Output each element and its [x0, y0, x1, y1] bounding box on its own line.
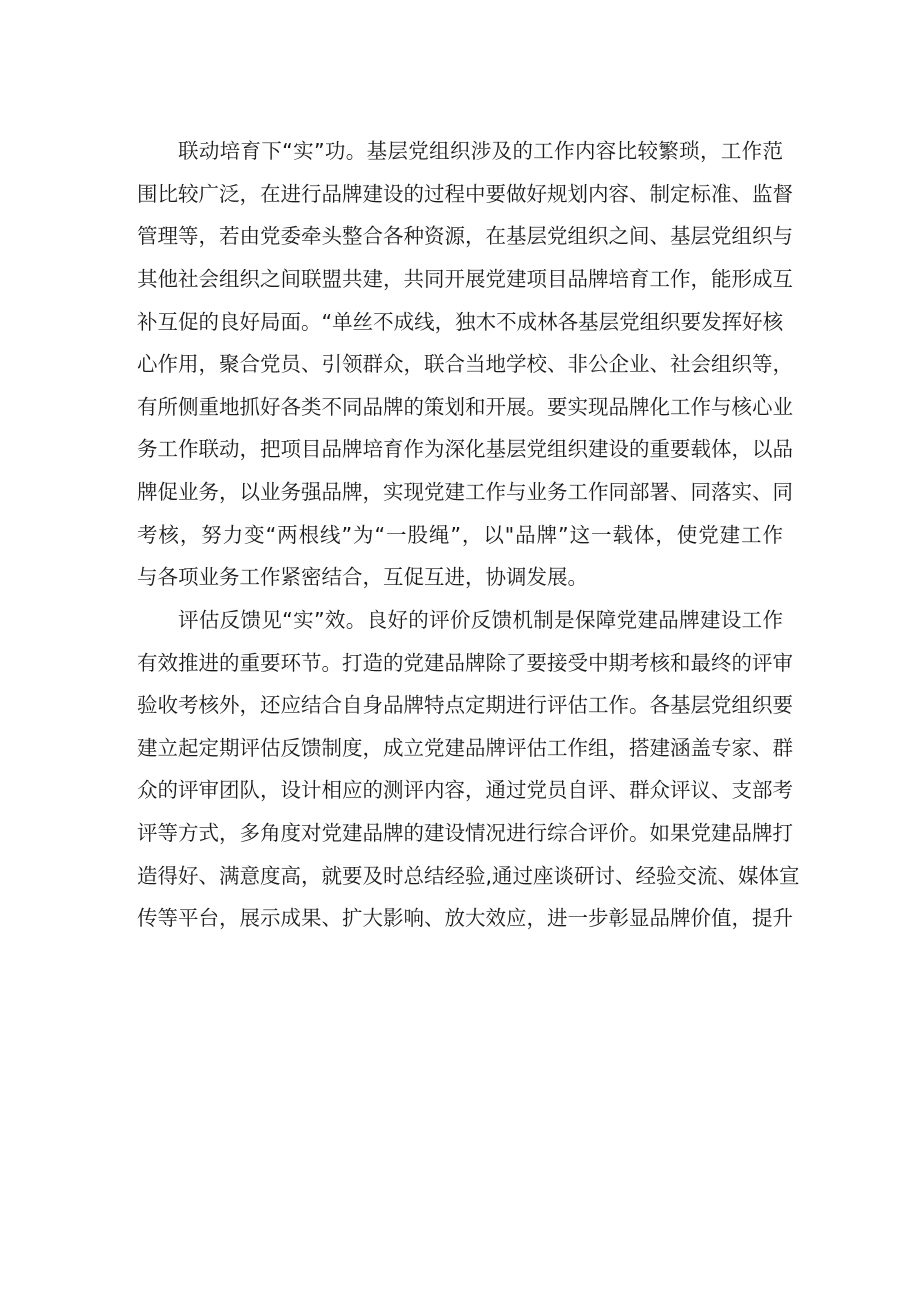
paragraph-line: 评估反馈见“实”效。良好的评价反馈机制是保障党建品牌建设工作 — [178, 607, 783, 632]
paragraph-line: 考核，努力变“两根线”为“一股绳”，以"品牌”这一载体，使党建工作 — [137, 522, 783, 547]
paragraph-line: 评等方式，多角度对党建品牌的建设情况进行综合评价。如果党建品牌打 — [137, 821, 793, 845]
paragraph-linkage-cultivation — [137, 131, 793, 597]
paragraph-line: 联动培育下“实”功。基层党组织涉及的工作内容比较繁琐，工作范 — [178, 139, 783, 163]
paragraph-line: 补互促的良好局面。“单丝不成线，独木不成林各基层党组织要发挥好核 — [137, 309, 784, 334]
paragraph-line: 众的评审团队，设计相应的测评内容，通过党员自评、群众评议、支部考 — [137, 778, 793, 803]
paragraph-line: 心作用，聚合党员、引领群众，联合当地学校、非公企业、社会组织等， — [137, 352, 793, 377]
paragraph-line: 有效推进的重要环节。打造的党建品牌除了要接受中期考核和最终的评审 — [137, 650, 793, 675]
paragraph-line: 管理等，若由党委牵头整合各种资源，在基层党组织之间、基层党组织与 — [137, 224, 793, 249]
paragraph-line: 其他社会组织之间联盟共建，共同开展党建项目品牌培育工作，能形成互 — [137, 266, 793, 291]
paragraph-line: 验收考核外，还应结合自身品牌特点定期进行评估工作。各基层党组织要 — [137, 693, 793, 718]
paragraph-evaluation-feedback — [137, 600, 800, 938]
paragraph-line: 务工作联动，把项目品牌培育作为深化基层党组织建设的重要载体，以品 — [137, 437, 793, 462]
paragraph-line: 有所侧重地抓好各类不同品牌的策划和开展。要实现品牌化工作与核心业 — [137, 394, 793, 419]
paragraph-line: 造得好、满意度高，就要及时总结经验,通过座谈研讨、经验交流、媒体宣 — [137, 863, 800, 888]
paragraph-line: 围比较广泛，在进行品牌建设的过程中要做好规划内容、制定标准、监督 — [137, 181, 793, 206]
paragraph-line: 传等平台，展示成果、扩大影响、放大效应，进一步彰显品牌价值，提升 — [137, 906, 793, 931]
paragraph-line: 建立起定期评估反馈制度，成立党建品牌评估工作组，搭建涵盖专家、群 — [137, 735, 793, 760]
document-body — [137, 131, 800, 941]
paragraph-line: 与各项业务工作紧密结合，互促互进，协调发展。 — [137, 565, 588, 590]
paragraph-line: 牌促业务，以业务强品牌，实现党建工作与业务工作同部署、同落实、同 — [137, 480, 793, 504]
